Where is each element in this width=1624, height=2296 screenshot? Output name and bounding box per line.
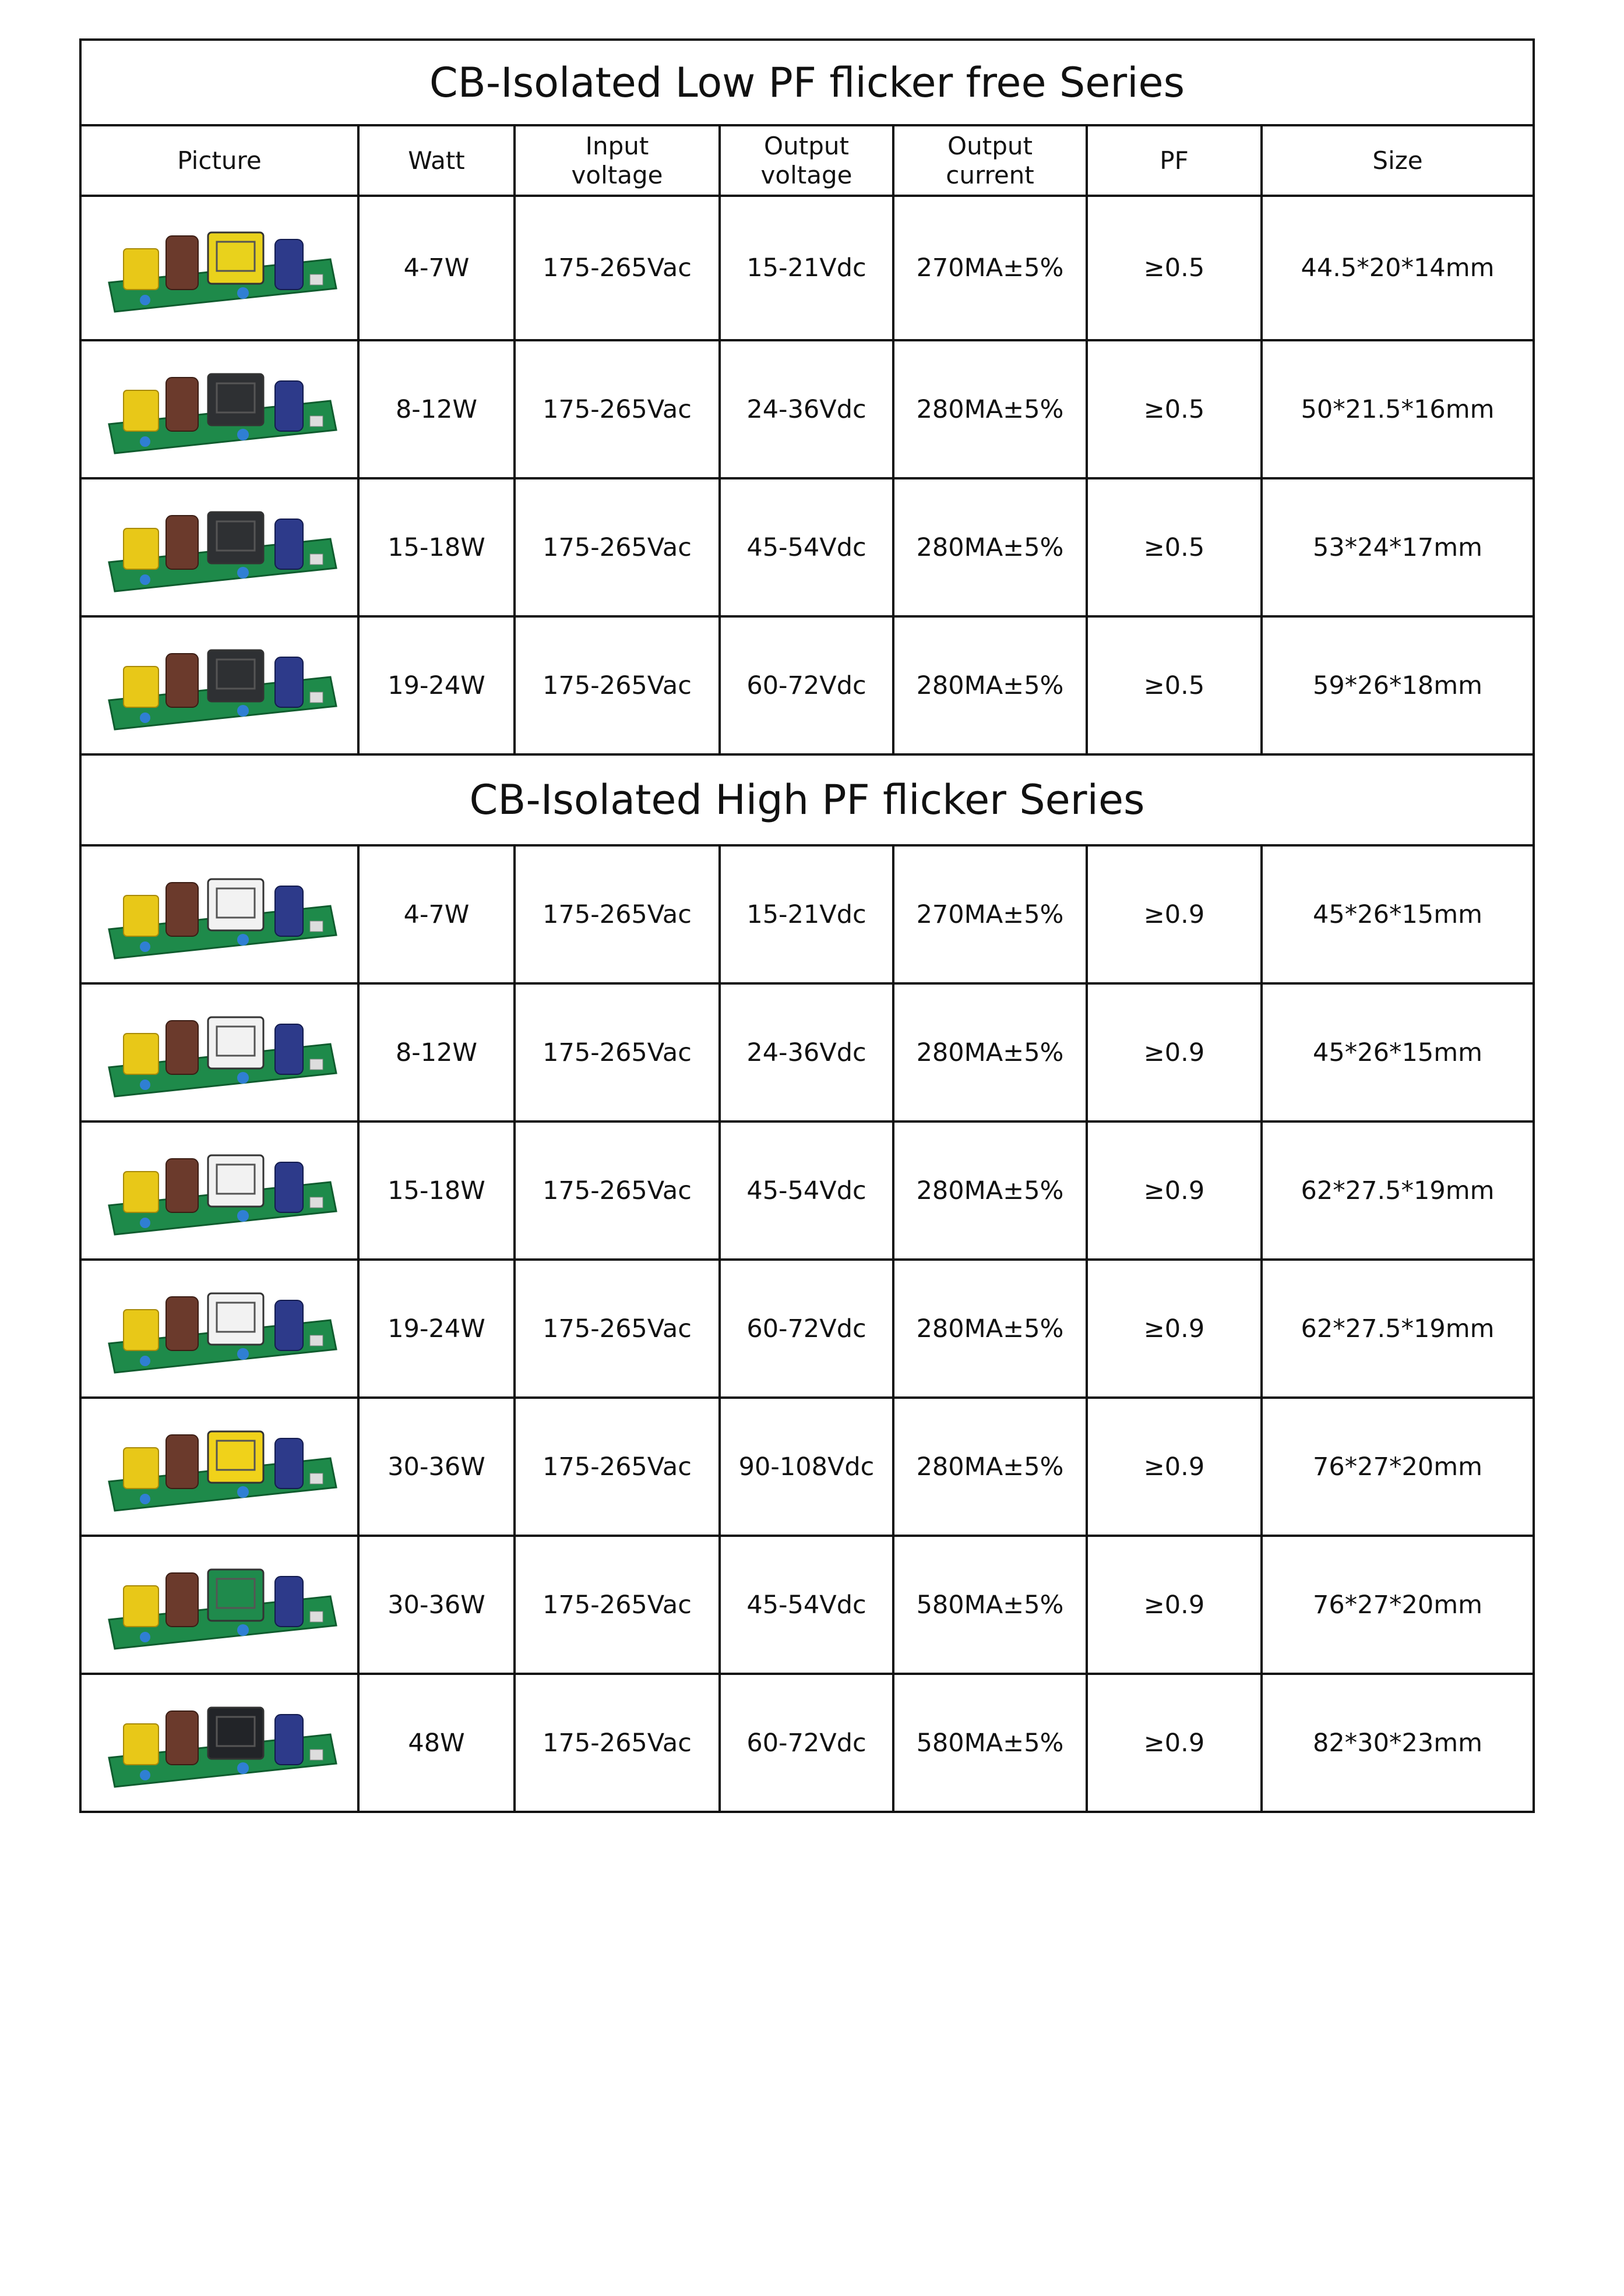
pf-cell: ≥0.9 <box>1087 1398 1262 1536</box>
pf-cell: ≥0.9 <box>1087 845 1262 983</box>
output-current-cell: 580MA±5% <box>893 1536 1087 1674</box>
product-picture <box>80 845 358 983</box>
column-header-watt <box>358 125 515 196</box>
section-title-row <box>80 754 1534 845</box>
led-driver-board-image <box>82 1399 357 1535</box>
column-header-output-voltage-line: voltage <box>760 160 852 189</box>
output-current-cell: 280MA±5% <box>893 1121 1087 1260</box>
watt-cell: 15-18W <box>358 478 515 616</box>
output-voltage-cell: 60-72Vdc <box>720 616 893 754</box>
pf-cell: ≥0.9 <box>1087 1536 1262 1674</box>
output-current-cell: 280MA±5% <box>893 1398 1087 1536</box>
table-row <box>80 478 1534 616</box>
column-header-size-line: Size <box>1372 146 1423 175</box>
size-cell: 59*26*18mm <box>1262 616 1534 754</box>
column-header-output-current-line: Output <box>947 131 1033 160</box>
column-header-picture <box>80 125 358 196</box>
led-driver-board-image <box>82 1261 357 1396</box>
pf-cell: ≥0.9 <box>1087 1121 1262 1260</box>
pf-cell: ≥0.5 <box>1087 196 1262 340</box>
input-voltage-cell: 175-265Vac <box>515 196 720 340</box>
watt-cell: 4-7W <box>358 845 515 983</box>
size-cell: 53*24*17mm <box>1262 478 1534 616</box>
watt-cell: 30-36W <box>358 1398 515 1536</box>
size-cell: 82*30*23mm <box>1262 1674 1534 1812</box>
output-voltage-cell: 24-36Vdc <box>720 983 893 1121</box>
input-voltage-cell: 175-265Vac <box>515 1398 720 1536</box>
column-header-watt-line: Watt <box>408 146 465 175</box>
table-row <box>80 845 1534 983</box>
led-driver-board-image <box>82 1537 357 1673</box>
product-picture <box>80 1536 358 1674</box>
led-driver-board-image <box>82 1675 357 1811</box>
product-picture <box>80 478 358 616</box>
led-driver-board-image <box>82 200 357 336</box>
size-cell: 45*26*15mm <box>1262 983 1534 1121</box>
input-voltage-cell: 175-265Vac <box>515 1674 720 1812</box>
product-picture <box>80 1260 358 1398</box>
output-voltage-cell: 45-54Vdc <box>720 1536 893 1674</box>
pf-cell: ≥0.5 <box>1087 340 1262 478</box>
pf-cell: ≥0.5 <box>1087 616 1262 754</box>
watt-cell: 48W <box>358 1674 515 1812</box>
size-cell: 44.5*20*14mm <box>1262 196 1534 340</box>
output-current-cell: 580MA±5% <box>893 1674 1087 1812</box>
column-header-size <box>1262 125 1534 196</box>
output-current-cell: 270MA±5% <box>893 196 1087 340</box>
table-row <box>80 196 1534 340</box>
pf-cell: ≥0.9 <box>1087 1260 1262 1398</box>
size-cell: 62*27.5*19mm <box>1262 1121 1534 1260</box>
size-cell: 76*27*20mm <box>1262 1398 1534 1536</box>
output-voltage-cell: 15-21Vdc <box>720 196 893 340</box>
output-voltage-cell: 15-21Vdc <box>720 845 893 983</box>
size-cell: 50*21.5*16mm <box>1262 340 1534 478</box>
output-current-cell: 270MA±5% <box>893 845 1087 983</box>
watt-cell: 19-24W <box>358 616 515 754</box>
product-picture <box>80 983 358 1121</box>
watt-cell: 19-24W <box>358 1260 515 1398</box>
led-driver-board-image <box>82 847 357 982</box>
output-voltage-cell: 60-72Vdc <box>720 1260 893 1398</box>
led-driver-board-image <box>82 618 357 753</box>
column-header-pf-line: PF <box>1160 146 1189 175</box>
product-picture <box>80 196 358 340</box>
output-voltage-cell: 24-36Vdc <box>720 340 893 478</box>
header-row <box>80 125 1534 196</box>
table-row <box>80 616 1534 754</box>
table-row <box>80 340 1534 478</box>
pf-cell: ≥0.9 <box>1087 1674 1262 1812</box>
table-row <box>80 1674 1534 1812</box>
table-row <box>80 1121 1534 1260</box>
column-header-input-voltage-line: Input <box>585 131 649 160</box>
output-voltage-cell: 60-72Vdc <box>720 1674 893 1812</box>
section-title: CB-Isolated High PF flicker Series <box>80 754 1534 845</box>
output-current-cell: 280MA±5% <box>893 616 1087 754</box>
column-header-output-current <box>893 125 1087 196</box>
table-row <box>80 983 1534 1121</box>
input-voltage-cell: 175-265Vac <box>515 1121 720 1260</box>
watt-cell: 15-18W <box>358 1121 515 1260</box>
led-driver-board-image <box>82 341 357 477</box>
product-picture <box>80 616 358 754</box>
column-header-output-voltage-line: Output <box>764 131 849 160</box>
watt-cell: 30-36W <box>358 1536 515 1674</box>
pf-cell: ≥0.5 <box>1087 478 1262 616</box>
output-voltage-cell: 45-54Vdc <box>720 1121 893 1260</box>
input-voltage-cell: 175-265Vac <box>515 340 720 478</box>
output-current-cell: 280MA±5% <box>893 478 1087 616</box>
column-header-output-current-line: current <box>946 160 1034 189</box>
input-voltage-cell: 175-265Vac <box>515 1536 720 1674</box>
output-current-cell: 280MA±5% <box>893 1260 1087 1398</box>
pf-cell: ≥0.9 <box>1087 983 1262 1121</box>
led-driver-board-image <box>82 1123 357 1258</box>
table-row <box>80 1398 1534 1536</box>
input-voltage-cell: 175-265Vac <box>515 478 720 616</box>
column-header-pf <box>1087 125 1262 196</box>
watt-cell: 8-12W <box>358 983 515 1121</box>
output-current-cell: 280MA±5% <box>893 983 1087 1121</box>
watt-cell: 4-7W <box>358 196 515 340</box>
section-title-row <box>80 40 1534 125</box>
led-driver-board-image <box>82 985 357 1120</box>
column-header-picture-line: Picture <box>177 146 262 175</box>
product-picture <box>80 1121 358 1260</box>
product-picture <box>80 1398 358 1536</box>
size-cell: 62*27.5*19mm <box>1262 1260 1534 1398</box>
section-title: CB-Isolated Low PF flicker free Series <box>80 40 1534 125</box>
output-voltage-cell: 90-108Vdc <box>720 1398 893 1536</box>
table-row <box>80 1260 1534 1398</box>
table-row <box>80 1536 1534 1674</box>
led-driver-board-image <box>82 479 357 615</box>
product-picture <box>80 340 358 478</box>
output-voltage-cell: 45-54Vdc <box>720 478 893 616</box>
watt-cell: 8-12W <box>358 340 515 478</box>
input-voltage-cell: 175-265Vac <box>515 983 720 1121</box>
product-picture <box>80 1674 358 1812</box>
size-cell: 76*27*20mm <box>1262 1536 1534 1674</box>
size-cell: 45*26*15mm <box>1262 845 1534 983</box>
spec-table <box>79 38 1535 1813</box>
column-header-input-voltage-line: voltage <box>571 160 663 189</box>
input-voltage-cell: 175-265Vac <box>515 845 720 983</box>
output-current-cell: 280MA±5% <box>893 340 1087 478</box>
input-voltage-cell: 175-265Vac <box>515 1260 720 1398</box>
column-header-input-voltage <box>515 125 720 196</box>
column-header-output-voltage <box>720 125 893 196</box>
input-voltage-cell: 175-265Vac <box>515 616 720 754</box>
